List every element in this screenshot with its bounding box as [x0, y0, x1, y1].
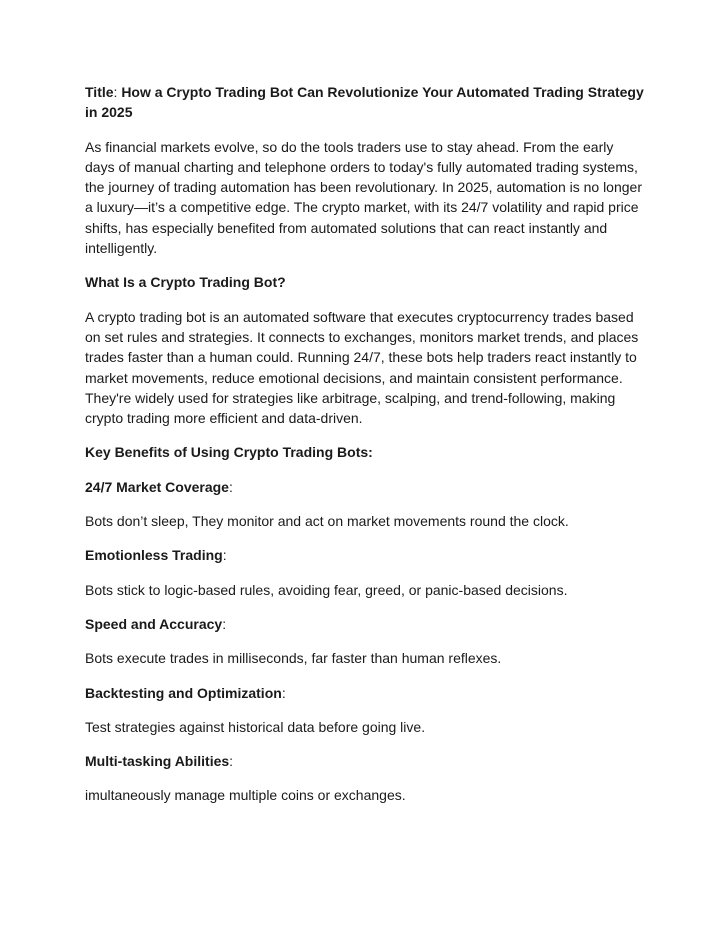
- intro-paragraph: As financial markets evolve, so do the tools traders use to stay ahead. From the early days of manual charting and telephone orders to today's fully automated trading systems, the journey of trading automation has been revolutionary. In 2025, automation is no longer a luxury—it’s a competitive edge. The crypto market, with its 24/7 volatility and rapid price shifts, has especially benefited from automated solutions that can react instantly and intelligently.: [85, 138, 642, 257]
- benefit-colon: :: [229, 753, 234, 770]
- benefit-desc-emotionless: Bots stick to logic-based rules, avoiding fear, greed, or panic-based decisions.: [85, 581, 568, 598]
- benefit-colon: :: [222, 615, 227, 632]
- section-heading-what-is: What Is a Crypto Trading Bot?: [85, 274, 286, 291]
- benefit-desc-market-coverage: Bots don’t sleep, They monitor and act on market movements round the clock.: [85, 513, 569, 530]
- benefit-title-market-coverage: [85, 477, 645, 497]
- benefit-title-emotionless: [85, 545, 645, 565]
- benefit-title-text: Speed and Accuracy: [85, 615, 223, 632]
- benefit-desc-speed: Bots execute trades in milliseconds, far faster than human reflexes.: [85, 650, 502, 667]
- benefit-colon: :: [222, 547, 227, 564]
- title-separator: :: [113, 84, 122, 100]
- benefit-title-speed: [85, 614, 645, 634]
- benefit-title-text: Backtesting and Optimization: [85, 684, 282, 701]
- title-text: How a Crypto Trading Bot Can Revolutionize Your Automated Trading Strategy in 2025: [85, 84, 644, 121]
- benefit-desc-multitasking: imultaneously manage multiple coins or exchanges.: [85, 787, 406, 804]
- title-label: Title: [85, 84, 114, 100]
- benefit-title-text: Multi-tasking Abilities: [85, 753, 230, 770]
- benefit-colon: :: [281, 684, 286, 701]
- benefit-colon: :: [228, 478, 233, 495]
- what-is-paragraph: A crypto trading bot is an automated software that executes cryptocurrency trades based on set rules and strategies. It connects to exchanges, monitors market trends, and places trades faster than a human could. Running 24/7, these bots help traders react instantly to market movements, reduce emotional decisions, and maintain consistent performance. They're widely used for strategies like arbitrage, scalping, and trend-following, making crypto trading more efficient and data-driven.: [85, 308, 639, 427]
- document-page: [85, 82, 645, 820]
- benefit-title-text: Emotionless Trading: [85, 547, 223, 564]
- document-title: [85, 82, 645, 123]
- benefit-title-text: 24/7 Market Coverage: [85, 478, 229, 495]
- section-heading-benefits: Key Benefits of Using Crypto Trading Bots:: [85, 444, 373, 461]
- benefit-desc-backtesting: Test strategies against historical data before going live.: [85, 718, 426, 735]
- benefit-title-multitasking: [85, 751, 645, 771]
- benefit-title-backtesting: [85, 683, 645, 703]
